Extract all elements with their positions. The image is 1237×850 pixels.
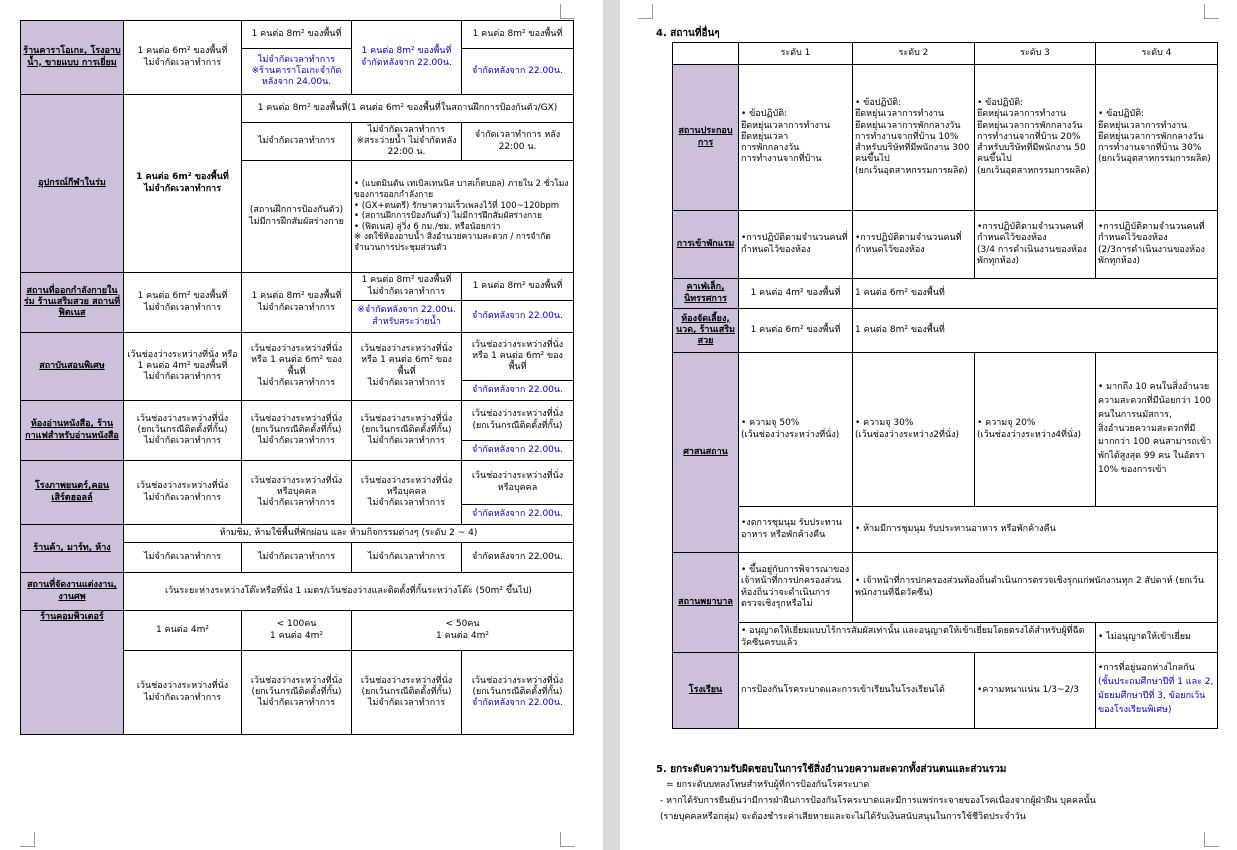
- cell-level3: [352, 21, 462, 95]
- cell-level12: การป้องกันโรคระบาดและการเข้าเรียนในโรงเรียนได้: [739, 653, 975, 729]
- crop-mark: [1204, 4, 1219, 19]
- cell-level2-note: ไม่จำกัดเวลาทำการ ※ร้านคาราโอเกะจำกัดหลังจาก 24.00น.: [242, 49, 352, 95]
- cell-rules-list: • (แบดมินตัน เทเบิลเทนนิส บาสเก็ตบอล) ภายใน 2 ชั่วโมงของการออกกำลังกาย • (GX+ดนตรี) รักษาความเร็วเพลงไว้ที่ 100~120bpm • (สถานฝึกการป้องกันตัว) ไม่มีการฝึกสัมผัสร่างกาย • (ฟิตเนส) ลู่วิ่ง 6 กม./ชม. หรือน้อยกว่า ※ งดใช้ห้องอาบน้ำ สิ่งอำนวยความสะดวก / การจำกัดจำนวนการประชุมส่วนตัว: [352, 161, 574, 273]
- cell-level4: • ข้อปฏิบัติ: ยึดหยุ่นเวลาการทำงาน ยึดหยุ่นเวลาการพักกลางวัน การทำงานจากที่บ้าน 30% (ยกเว้นอุตสาหกรรมการผลิต): [1096, 65, 1218, 211]
- category-pc-room: ร้านคอมพิวเตอร์: [21, 611, 124, 735]
- cell-level4-note: จำกัดหลังจาก 22.00น.: [462, 441, 574, 461]
- category-school: โรงเรียน: [673, 653, 739, 729]
- cell-level4-note: จำกัดหลังจาก 22.00น.: [462, 505, 574, 525]
- cell-level4: เว้นช่องว่างระหว่างที่นั่ง หรือบุคคล: [462, 461, 574, 505]
- cell-level2: 1 คนต่อ 8m² ของพื้นที่ ไม่จำกัดเวลาทำการ: [242, 273, 352, 333]
- cell-span: 1 คนต่อ 8m² ของพื้นที่(1 คนต่อ 6m² ของพื้นที่ในสถานฝึกการป้องกันตัว/GX): [242, 95, 574, 123]
- cell-level2: < 100คน 1 คนต่อ 4m²: [242, 611, 352, 651]
- category-reading-room: ห้องอ่านหนังสือ, ร้านกาแฟสำหรับอ่านหนังสือ: [21, 401, 124, 461]
- cell-level4-note: จำกัดหลังจาก 22.00น.: [462, 381, 574, 401]
- cell-text-note: (ชั้นประถมศึกษาปีที่ 1 และ 2, มัธยมศึกษาปีที่ 3, ข้อยกเว้นของโรงเรียนพิเศษ): [1098, 676, 1214, 716]
- cell-level1: • ความจุ 50% (เว้นช่องว่างระหว่างที่นั่ง): [739, 353, 853, 507]
- cell-level123: • อนุญาตให้เยี่ยมแบบไร้การสัมผัสเท่านั้น และอนุญาตให้เข้าเยี่ยมโดยตรงได้สำหรับผู้ที่ฉีดวัคซีนครบแล้ว: [739, 623, 1096, 653]
- category-fitness: สถานที่ออกกำลังกายในร่ม ร้านเสริมสวย สถานที่ฟิตเนส: [21, 273, 124, 333]
- cell-level1: เว้นช่องว่างระหว่างที่นั่ง (ยกเว้นกรณีติดตั้งที่กั้น) ไม่จำกัดเวลาทำการ: [124, 401, 242, 461]
- category-religion: ศาสนสถาน: [673, 353, 739, 553]
- cell-level2: ไม่จำกัดเวลาทำการ: [242, 123, 352, 161]
- header-level2: ระดับ 2: [853, 43, 975, 65]
- document-page-left: [0, 0, 603, 850]
- cell-level1: 1 คนต่อ 6m² ของพื้นที่ ไม่จำกัดเวลาทำการ: [124, 21, 242, 95]
- page-gap: [603, 0, 620, 850]
- cell-level1: เว้นช่องว่างระหว่างที่นั่ง ไม่จำกัดเวลาทำการ: [124, 651, 242, 735]
- section-heading: 4. สถานที่อื่นๆ: [656, 28, 720, 39]
- category-store: ร้านค้า, มาร์ท, ห้าง: [21, 525, 124, 573]
- cell-level2: • ข้อปฏิบัติ: ยึดหยุ่นเวลาการทำงาน ยึดหยุ่นเวลาการพักกลางวัน การทำงานจากที่บ้าน 10% สำหรับบริษัทที่มีพนักงาน 300 คนขึ้นไป (ยกเว้นอุตสาหกรรมการผลิต): [853, 65, 975, 211]
- cell-level1: • ขึ้นอยู่กับการพิจารณาของเจ้าหน้าที่การปกครองส่วนท้องถิ่นว่าจะดำเนินการตรวจเชิงรุกหรือไม่: [739, 553, 853, 623]
- cell-level2: ไม่จำกัดเวลาทำการ: [242, 543, 352, 573]
- cell-level34: < 50คน 1 คนต่อ 4m²: [352, 611, 574, 651]
- category-wedding: สถานที่จัดงานแต่งงาน, งานศพ: [21, 573, 124, 611]
- cell-level3: • ข้อปฏิบัติ: ยึดหยุ่นเวลาการทำงาน ยึดหยุ่นเวลาการพักกลางวัน การทำงานจากที่บ้าน 20% สำหรับบริษัทที่มีพนักงาน 50 คนขึ้นไป (ยกเว้นอุตสาหกรรมการผลิต): [975, 65, 1096, 211]
- cell-level1: 1 คนต่อ 6m² ของพื้นที่: [739, 309, 853, 353]
- crop-mark: [20, 832, 35, 847]
- cell-level2: 1 คนต่อ 8m² ของพื้นที่: [242, 21, 352, 49]
- cell-level3: เว้นช่องว่างระหว่างที่นั่ง หรือ 1 คนต่อ 6m² ของพื้นที่ ไม่จำกัดเวลาทำการ: [352, 333, 462, 401]
- document-page-right: [620, 0, 1237, 850]
- crop-mark: [1204, 832, 1219, 847]
- cell-level3: ไม่จำกัดเวลาทำการ: [352, 543, 462, 573]
- cell-level2: เว้นช่องว่างระหว่างที่นั่ง หรือ 1 คนต่อ 6m² ของพื้นที่ ไม่จำกัดเวลาทำการ: [242, 333, 352, 401]
- section5-para1: = ยกระดับบทลงโทษสำหรับผู้ที่การป้องกันโรคระบาด: [666, 780, 870, 790]
- cell-level234: • เจ้าหน้าที่การปกครองส่วนท้องถิ่นดำเนินการตรวจเชิงรุกแก่พนักงานทุก 2 สัปดาห์ (ยกเว้นพนักงานที่ฉีดวัคซีน): [853, 553, 1218, 623]
- cell-level1: 1 คนต่อ 6m² ของพื้นที่ ไม่จำกัดเวลาทำการ: [124, 273, 242, 333]
- cell-level2: • ความจุ 30% (เว้นช่องว่างระหว่าง2ที่นั่ง): [853, 353, 975, 507]
- cell-level2: เว้นช่องว่างระหว่างที่นั่ง (ยกเว้นกรณีติดตั้งที่กั้น) ไม่จำกัดเวลาทำการ: [242, 651, 352, 735]
- cell-level4: 1 คนต่อ 8m² ของพื้นที่: [462, 273, 574, 301]
- section5-para3: (รายบุคคลหรือกลุ่ม) จะต้องชำระค่าเสียหายและจะไม่ได้รับเงินสนับสนุนในการใช้ชีวิตประจำวัน: [660, 812, 1026, 822]
- section5-title: 5. ยกระดับความรับผิดชอบในการใช้สิ่งอำนวยความสะดวกทั้งส่วนตนและส่วนรวม: [656, 764, 1007, 775]
- category-indoor-sports: อุปกรณ์กีฬาในร่ม: [21, 95, 124, 273]
- category-tutoring: สถาบันสอนพิเศษ: [21, 333, 124, 401]
- cell-level234: 1 คนต่อ 6m² ของพื้นที่: [853, 279, 1218, 309]
- cell-level1: •งดการชุมนุม รับประทานอาหาร หรือพักค้างคืน: [739, 507, 853, 553]
- cell-level4: • ไม่อนุญาตให้เข้าเยี่ยม: [1096, 623, 1218, 653]
- cell-level1: ไม่จำกัดเวลาทำการ: [124, 543, 242, 573]
- header-level4: ระดับ 4: [1096, 43, 1218, 65]
- cell-level4: เว้นช่องว่างระหว่างที่นั่ง หรือ 1 คนต่อ 6m² ของพื้นที่: [462, 333, 574, 381]
- cell-level4: [1096, 653, 1218, 729]
- cell-level2: เว้นช่องว่างระหว่างที่นั่ง หรือบุคคล ไม่จำกัดเวลาทำการ: [242, 461, 352, 525]
- cell-level3: •การปฏิบัติตามจำนวนคนที่กำหนดไว้ของห้อง (3/4 การดำเนินงานของห้องพักทุกห้อง): [975, 211, 1096, 279]
- cell-level4-note: จำกัดหลังจาก 22.00น.: [462, 49, 574, 95]
- cell-level3: เว้นช่องว่างระหว่างที่นั่ง (ยกเว้นกรณีติดตั้งที่กั้น) ไม่จำกัดเวลาทำการ: [352, 401, 462, 461]
- cell-level3: เว้นช่องว่างระหว่างที่นั่ง (ยกเว้นกรณีติดตั้งที่กั้น) ไม่จำกัดเวลาทำการ: [352, 651, 462, 735]
- header-level1: ระดับ 1: [739, 43, 853, 65]
- category-hospital: สถานพยาบาล: [673, 553, 739, 653]
- cell-level4: • มากถึง 10 คนในสิ่งอำนวยความสะดวกที่มีน้อยกว่า 100 คนในการนมัสการ, สิ่งอำนวยความสะดวกที่มีมากกว่า 100 คนสามารถเข้าพักได้สูงสุด 99 คน ในอัตรา 10% ของการเข้า: [1096, 353, 1218, 507]
- category-cafe: คาเฟ่เล็ก, นิทรรศการ: [673, 279, 739, 309]
- cell-level234: 1 คนต่อ 8m² ของพื้นที่: [853, 309, 1218, 353]
- cell-level1: •การปฏิบัติตามจำนวนคนที่กำหนดไว้ของห้อง: [739, 211, 853, 279]
- category-karaoke: ร้านคาราโอเกะ, โรงอาบน้ำ, ขายแบบ การเยี่ยม: [21, 21, 124, 95]
- cell-level1: 1 คนต่อ 4m²: [124, 611, 242, 651]
- category-lodging: การเข้าพักแรม: [673, 211, 739, 279]
- cell-level3: •ความหนาแน่น 1/3~2/3: [975, 653, 1096, 729]
- cell-text: เว้นช่องว่างระหว่างที่นั่ง (ยกเว้นกรณีติดตั้งที่กั้น): [471, 675, 564, 697]
- header-blank: [673, 43, 739, 65]
- cell-level4: •การปฏิบัติตามจำนวนคนที่กำหนดไว้ของห้อง (2/3การดำเนินงานของห้องพักทุกห้อง): [1096, 211, 1218, 279]
- cell-level3: 1 คนต่อ 8m² ของพื้นที่ ไม่จำกัดเวลาทำการ: [352, 273, 462, 301]
- cell-span: เว้นระยะห่างระหว่างโต๊ะหรือที่นั่ง 1 เมตร/เว้นช่องว่างและติดตั้งที่กั้นระหว่างโต๊ะ (50m² ขึ้นไป): [124, 573, 574, 611]
- cell-level234: • ห้ามมีการชุมนุม รับประทานอาหาร หรือพักค้างคืน: [853, 507, 1218, 553]
- category-massage: ห้องจัดเลี้ยง, นวด, ร้านเสริมสวย: [673, 309, 739, 353]
- category-cinema: โรงภาพยนตร์,คอนเสิร์ตฮอลล์: [21, 461, 124, 525]
- cell-level1: • ข้อปฏิบัติ: ยึดหยุ่นเวลาการทำงาน ยึดหยุ่นเวลา การพักกลางวัน การทำงานจากที่บ้าน: [739, 65, 853, 211]
- cell-text: 1 คนต่อ 8m² ของพื้นที่ จำกัดหลังจาก 22.00น.: [361, 46, 452, 68]
- header-level3: ระดับ 3: [975, 43, 1096, 65]
- cell-level1: 1 คนต่อ 4m² ของพื้นที่: [739, 279, 853, 309]
- cell-level1: 1 คนต่อ 6m² ของพื้นที่ ไม่จำกัดเวลาทำการ: [124, 95, 242, 273]
- cell-level4: เว้นช่องว่างระหว่างที่นั่ง (ยกเว้นกรณีติดตั้งที่กั้น): [462, 401, 574, 441]
- cell-level4-note: จำกัดหลังจาก 22.00น.: [462, 301, 574, 333]
- cell-level4: จำกัดเวลาทำการ หลัง 22:00 น.: [462, 123, 574, 161]
- crop-mark: [560, 4, 575, 19]
- rules-table-right: [672, 42, 1218, 729]
- cell-level4: จำกัดหลังจาก 22.00น.: [462, 543, 574, 573]
- cell-text: •การที่อยู่นอกห่างไกลกัน: [1098, 663, 1195, 674]
- cell-text-note: จำกัดหลังจาก 22.00น.: [472, 698, 563, 709]
- crop-mark: [638, 4, 653, 19]
- category-workplace: สถานประกอบการ: [673, 65, 739, 211]
- cell-level2: เว้นช่องว่างระหว่างที่นั่ง (ยกเว้นกรณีติดตั้งที่กั้น) ไม่จำกัดเวลาทำการ: [242, 401, 352, 461]
- crop-mark: [560, 832, 575, 847]
- section5-para2: - หากได้รับการยืนยันว่ามีการฝ่าฝืนการป้องกันโรคระบาดและมีการแพร่กระจายของโรคเนื่องจากผู้ฝ่าฝืน บุคคลนั้น: [660, 796, 1096, 806]
- cell-level3: • ความจุ 20% (เว้นช่องว่างระหว่าง4ที่นั่ง): [975, 353, 1096, 507]
- cell-level4: [462, 651, 574, 735]
- cell-level2-low: (สถานฝึกการป้องกันตัว) ไม่มีการฝึกสัมผัสร่างกาย: [242, 161, 352, 273]
- cell-level4: 1 คนต่อ 8m² ของพื้นที่: [462, 21, 574, 49]
- cell-level1: เว้นช่องว่างระหว่างที่นั่ง หรือ 1 คนต่อ 4m² ของพื้นที่ ไม่จำกัดเวลาทำการ: [124, 333, 242, 401]
- cell-level3: ไม่จำกัดเวลาทำการ ※สระว่ายน้ำ ไม่จำกัดหลัง 22:00 น.: [352, 123, 462, 161]
- cell-level3: เว้นช่องว่างระหว่างที่นั่ง หรือบุคคล ไม่จำกัดเวลาทำการ: [352, 461, 462, 525]
- cell-level3-note: ※จำกัดหลังจาก 22.00น. สำหรับสระว่ายน้ำ: [352, 301, 462, 333]
- cell-span: ห้ามชิม, ห้ามใช้พื้นที่พักผ่อน และ ห้ามกิจกรรมต่างๆ (ระดับ 2 ~ 4): [124, 525, 574, 543]
- rules-table-left: [20, 20, 574, 735]
- cell-level2: •การปฏิบัติตามจำนวนคนที่กำหนดไว้ของห้อง: [853, 211, 975, 279]
- cell-level1: เว้นช่องว่างระหว่างที่นั่ง ไม่จำกัดเวลาทำการ: [124, 461, 242, 525]
